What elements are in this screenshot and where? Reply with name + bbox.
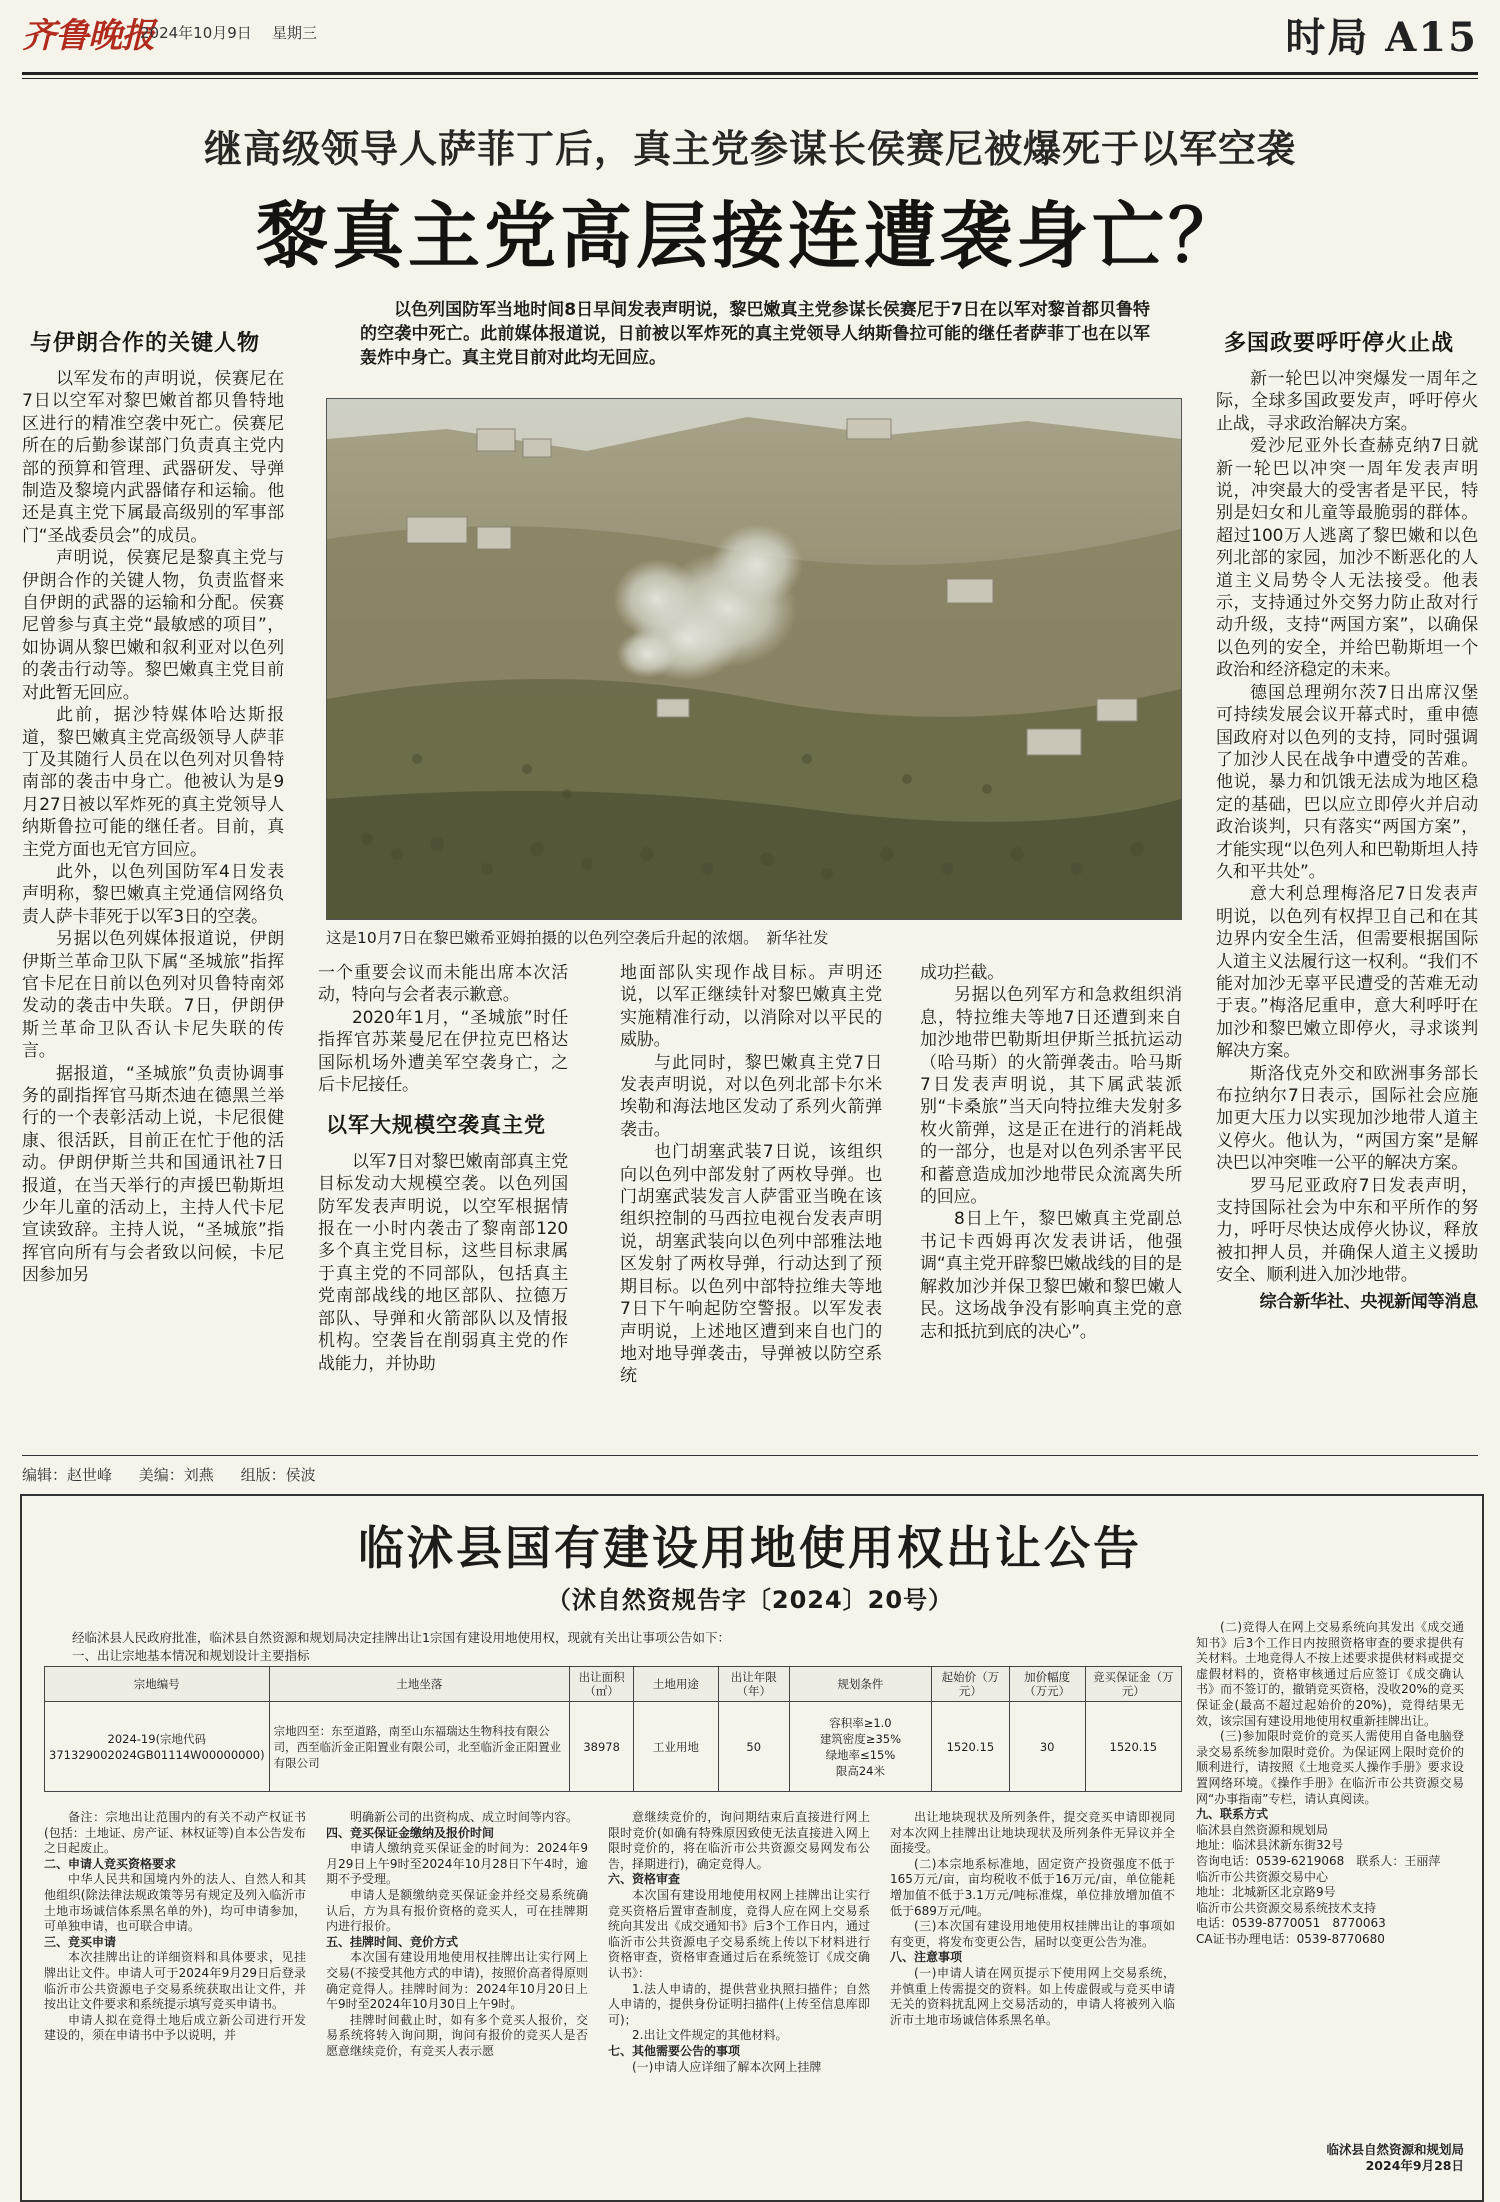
col-header: 出让面积（㎡） bbox=[570, 1667, 634, 1702]
notice-heading: 四、竞买保证金缴纳及报价时间 bbox=[326, 1825, 495, 1840]
article-kicker: 继高级领导人萨菲丁后，真主党参谋长侯赛尼被爆死于以军空袭 bbox=[203, 127, 1296, 171]
paragraph: 爱沙尼亚外长查赫克纳7日就新一轮巴以冲突一周年发表声明说，冲突最大的受害者是平民，特别是妇女和儿童等最脆弱的群体。超过100万人逃离了黎巴嫩和以色列北部的家园，加沙不断恶化的人道主义局势令人无法接受。他表示，支持通过外交努力防止敌对行动升级，支持“两国方案”，以确保以色列的安全，并给巴勒斯坦一个政治和经济稳定的未来。 bbox=[1216, 436, 1478, 681]
plan-condition: 容积率≥1.0 bbox=[829, 1715, 892, 1730]
issue-weekday: 星期三 bbox=[272, 24, 318, 42]
smoke-hillside-image bbox=[327, 399, 1181, 919]
notice-paragraph: CA证书办理电话：0539-8770680 bbox=[1196, 1931, 1385, 1946]
section-label: 时局 A15 bbox=[1285, 14, 1478, 61]
article-column-4 bbox=[920, 962, 1182, 1343]
table-row bbox=[45, 1702, 1182, 1792]
parcel-years: 50 bbox=[718, 1702, 789, 1792]
col2-subhead: 以军大规模空袭真主党 bbox=[326, 1113, 546, 1138]
notice-heading: 八、注意事项 bbox=[890, 1950, 963, 1965]
col-header: 宗地编号 bbox=[45, 1667, 270, 1702]
notice-paragraph: 地址：临沭县沭新东街32号 bbox=[1196, 1838, 1344, 1853]
col1-subhead: 与伊朗合作的关键人物 bbox=[30, 331, 261, 356]
notice-paragraph: 咨询电话：0539-6219068 联系人：王丽萍 bbox=[1196, 1853, 1441, 1868]
editor-credits bbox=[22, 1464, 338, 1485]
notice-heading: 五、挂牌时间、竞价方式 bbox=[326, 1934, 459, 1949]
col-header: 土地坐落 bbox=[269, 1667, 570, 1702]
notice-date: 2024年9月28日 bbox=[1365, 2157, 1464, 2173]
paragraph: 斯洛伐克外交和欧洲事务部长布拉纳尔7日表示，国际社会应施加更大压力以实现加沙地带人道主义停火。他认为，“两国方案”是解决巴以冲突唯一公平的解决方案。 bbox=[1216, 1063, 1478, 1174]
notice-signer: 临沭县自然资源和规划局 bbox=[1326, 2142, 1464, 2157]
article-column-3 bbox=[620, 962, 882, 1388]
notice-paragraph: 地址：北城新区北京路9号 bbox=[1196, 1885, 1336, 1900]
article-column-1 bbox=[22, 368, 284, 1287]
masthead-rule-thin bbox=[22, 78, 1478, 79]
paragraph: 意大利总理梅洛尼7日发表声明说，以色列有权捍卫自己和在其边界内安全生活，但需要根据国际人道主义法履行这一权利。“我们不能对加沙无辜平民遭受的苦难无动于衷。”梅洛尼重申，意大利呼吁在加沙和黎巴嫩立即停火，寻求谈判解决方案。 bbox=[1216, 884, 1478, 1062]
proof-name: 组版：侯波 bbox=[240, 1466, 316, 1484]
notice-signature bbox=[1196, 2142, 1464, 2173]
notice-paragraph: 备注：宗地出让范围内的有关不动产权证书(包括：土地证、房产证、林权证等)自本公告发布之日起废止。 bbox=[44, 1810, 306, 1856]
paragraph: 声明说，侯赛尼是黎真主党与伊朗合作的关键人物，负责监督来自伊朗的武器的运输和分配。侯赛尼曾参与真主党“最敏感的项目”，如协调从黎巴嫩和叙利亚对以色列的袭击行动等。黎巴嫩真主党目前对此暂无回应。 bbox=[22, 548, 284, 703]
paragraph: 8日上午，黎巴嫩真主党副总书记卡西姆再次发表讲话，他强调“真主党开辟黎巴嫩战线的目的是解救加沙并保卫黎巴嫩和黎巴嫩人民。这场战争没有影响真主党的意志和抵抗到底的决心”。 bbox=[920, 1209, 1182, 1342]
notice-intro: 经临沭县人民政府批准，临沭县自然资源和规划局决定挂牌出让1宗国有建设用地使用权，现就有关出让事项公告如下： bbox=[72, 1630, 730, 1645]
notice-paragraph: 申请人缴纳竞买保证金的时间为：2024年9月29日上午9时至2024年10月28日下午4时，逾期不予受理。 bbox=[326, 1841, 588, 1887]
notice-paragraph: 1.法人申请的，提供营业执照扫描件；自然人申请的，提供身份证明扫描件(上传至信息库即可)； bbox=[608, 1981, 870, 2027]
notice-paragraph: 出让地块现状及所列条件，提交竞买申请即视同对本次网上挂牌出让地块现状及所列条件无异议并全面接受。 bbox=[890, 1810, 1175, 1856]
notice-paragraph: (二)本宗地系标准地，固定资产投资强度不低于165万元/亩，亩均税收不低于16万元/亩，单位能耗增加值不低于3.1万元/吨标准煤，单位排放增加值不低于689万元/吨。 bbox=[890, 1856, 1175, 1918]
masthead-logo: 齐鲁晚报 bbox=[22, 16, 154, 56]
notice-paragraph: 意继续竞价的，询问期结束后直接进行网上限时竞价(如确有特殊原因致使无法直接进入网上限时竞价的，将在临沂市公共资源交易网发布公告，择期进行)，确定竞得人。 bbox=[608, 1810, 870, 1871]
notice-paragraph: (三)本次国有建设用地使用权挂牌出让的事项如有变更，将发布变更公告，届时以变更公告为准。 bbox=[890, 1919, 1175, 1949]
parcel-use: 工业用地 bbox=[634, 1702, 719, 1792]
notice-heading: 七、其他需要公告的事项 bbox=[608, 2043, 741, 2058]
photo-caption: 这是10月7日在黎巴嫩希亚姆拍摄的以色列空袭后升起的浓烟。 新华社发 bbox=[326, 929, 829, 947]
notice-paragraph: (一)申请人请在网页提示下使用网上交易系统，并慎重上传需提交的资料。如上传虚假或与竞买申请无关的资料扰乱网上交易活动的，申请人将被列入临沂市土地市场诚信体系黑名单。 bbox=[890, 1965, 1175, 2027]
paragraph: 罗马尼亚政府7日发表声明，支持国际社会为中东和平所作的努力，呼吁尽快达成停火协议，释放被扣押人员，并确保人道主义援助安全、顺利进入加沙地带。 bbox=[1216, 1175, 1478, 1286]
notice-column-c bbox=[608, 1810, 870, 2075]
plan-condition: 建筑密度≥35% bbox=[819, 1731, 902, 1746]
col-header: 出让年限（年） bbox=[718, 1667, 789, 1702]
notice-paragraph: 挂牌时间截止时，如有多个竞买人报价，交易系统将转入询问期，询问有报价的竞买人是否愿意继续竞价，有竞买人表示愿 bbox=[326, 2012, 588, 2058]
section-divider bbox=[22, 1455, 1478, 1456]
notice-paragraph: (三)参加限时竞价的竞买人需使用自备电脑登录交易系统参加限时竞价。为保证网上限时竞价的顺利进行，请按照《土地竞买人操作手册》要求设置网络环境。《操作手册》在临沂市公共资源交易网“办事指南”专栏，请认真阅读。 bbox=[1196, 1729, 1464, 1806]
notice-column-b bbox=[326, 1810, 588, 2060]
notice-paragraph: 临沂市公共资源交易系统技术支持 bbox=[1196, 1900, 1377, 1915]
col-header: 土地用途 bbox=[634, 1667, 719, 1702]
news-photo bbox=[326, 398, 1182, 920]
masthead-rule bbox=[22, 72, 1478, 75]
paragraph: 2020年1月，“圣城旅”时任指挥官苏莱曼尼在伊拉克巴格达国际机场外遭美军空袭身亡，之后卡尼接任。 bbox=[318, 1007, 568, 1096]
notice-paragraph: 临沂市公共资源交易中心 bbox=[1196, 1869, 1329, 1884]
paragraph: 与此同时，黎巴嫩真主党7日发表声明说，对以色列北部卡尔米埃勒和海法地区发动了系列火箭弹袭击。 bbox=[620, 1052, 882, 1140]
designer-name: 美编：刘燕 bbox=[138, 1466, 214, 1484]
table-header-row bbox=[45, 1667, 1182, 1702]
issue-date: 2024年10月9日 bbox=[140, 24, 252, 42]
notice-doc-number: （沭自然资规告字〔2024〕20号） bbox=[546, 1586, 954, 1614]
notice-heading: 六、资格审查 bbox=[608, 1872, 681, 1887]
notice-section-1: 一、出让宗地基本情况和规划设计主要指标 bbox=[72, 1648, 310, 1663]
notice-paragraph: (二)竞得人在网上交易系统向其发出《成交通知书》后3个工作日内按照资格审查的要求提供有关材料。土地竞得人不按上述要求提供材料或提交虚假材料的，资格审核通过后应签订《成交确认书》而不签订的，撤销竞买资格，没收20%的竞买保证金(最高不超过起始价的20%)，竞得结果无效，该宗国有建设用地使用权重新挂牌出让。 bbox=[1196, 1620, 1464, 1728]
paragraph: 德国总理朔尔茨7日出席汉堡可持续发展会议开幕式时，重申德国政府对以色列的支持，同时强调了加沙人民在战争中遭受的苦难。他说，暴力和饥饿无法成为地区稳定的基础，巴以应立即停火并启动政治谈判，只有落实“两国方案”，才能实现“以色列人和巴勒斯坦人持久和平共处”。 bbox=[1216, 682, 1478, 882]
paragraph: 以军7日对黎巴嫩南部真主党目标发动大规模空袭。以色列国防军发表声明说，以空军根据情报在一小时内袭击了黎南部120多个真主党目标，这些目标隶属于真主党的不同部队，包括真主党南部战线的地区部队、拉德万部队、导弹和火箭部队以及情报机构。空袭旨在削弱真主党的作战能力，并协助 bbox=[318, 1151, 568, 1374]
paragraph: 也门胡塞武装7日说，该组织向以色列中部发射了两枚导弹。也门胡塞武装发言人萨雷亚当晚在该组织控制的马西拉电视台发表声明说，胡塞武装向以色列中部雅法地区发射了两枚导弹，行动达到了预期目标。以色列中部特拉维夫等地7日下午响起防空警报。以军发表声明说，上述地区遭到来自也门的地对地导弹袭击，导弹被以防空系统 bbox=[620, 1142, 882, 1387]
article-lede: 以色列国防军当地时间8日早间发表声明说，黎巴嫩真主党参谋长侯赛尼于7日在以军对黎首都贝鲁特的空袭中死亡。此前媒体报道说，日前被以军炸死的真主党领导人纳斯鲁拉可能的继任者萨菲丁也在以军轰炸中身亡。真主党目前对此均无回应。 bbox=[360, 300, 1150, 368]
parcel-area: 38978 bbox=[570, 1702, 634, 1792]
paragraph: 地面部队实现作战目标。声明还说，以军正继续针对黎巴嫩真主党实施精准行动，以消除对以平民的威胁。 bbox=[620, 963, 882, 1051]
notice-paragraph: 电话：0539-8770051 8770063 bbox=[1196, 1916, 1386, 1931]
col-header: 竞买保证金（万元） bbox=[1085, 1667, 1181, 1702]
paragraph: 另据以色列媒体报道说，伊朗伊斯兰革命卫队下属“圣城旅”指挥官卡尼在日前以色列对贝鲁特南郊发动的袭击中失联。7日，伊朗伊斯兰革命卫队否认卡尼失联的传言。 bbox=[22, 929, 284, 1062]
col-header: 加价幅度（万元） bbox=[1009, 1667, 1085, 1702]
notice-paragraph: 本次国有建设用地使用权网上挂牌出让实行竞买资格后置审查制度，竞得人应在网上交易系统向其发出《成交通知书》后3个工作日内，通过临沂市公共资源电子交易系统上传以下材料进行资格审查，资格审查通过后在系统签订《成交确认书》： bbox=[608, 1887, 870, 1980]
article-headline: 黎真主党高层接连遭袭身亡？ bbox=[255, 193, 1244, 278]
notice-paragraph: 本次国有建设用地使用权挂牌出让实行网上交易(不接受其他方式的申请)，按照价高者得原则确定竞得人。挂牌时间为：2024年10月20日上午9时至2024年10月30日上午9时。 bbox=[326, 1950, 588, 2012]
editor-name: 编辑：赵世峰 bbox=[22, 1466, 113, 1484]
notice-column-e bbox=[1196, 1620, 1464, 1947]
plan-condition: 限高24米 bbox=[835, 1763, 885, 1778]
byline: 综合新华社、央视新闻等消息 bbox=[1259, 1291, 1478, 1312]
start-price: 1520.15 bbox=[932, 1702, 1010, 1792]
paragraph: 以军发布的声明说，侯赛尼在7日以空军对黎巴嫩首都贝鲁特地区进行的精准空袭中死亡。侯赛尼所在的后勤参谋部门负责真主党内部的预算和管理、武器研发、导弹制造及黎境内武器储存和运输。他还是真主党下属最高级别的军事部门“圣战委员会”的成员。 bbox=[22, 369, 284, 546]
notice-paragraph: 中华人民共和国境内外的法人、自然人和其他组织(除法律法规政策等另有规定及列入临沂市土地市场诚信体系黑名单的外)，均可申请参加，可单独申请，也可联合申请。 bbox=[44, 1872, 306, 1934]
notice-heading: 二、申请人竞买资格要求 bbox=[44, 1856, 177, 1871]
notice-paragraph: 明确新公司的出资构成、成立时间等内容。 bbox=[350, 1810, 579, 1824]
paragraph: 成功拦截。 bbox=[920, 963, 1004, 983]
parcel-plan bbox=[789, 1702, 931, 1792]
article-column-5 bbox=[1216, 368, 1478, 1313]
plan-condition: 绿地率≤15% bbox=[825, 1747, 896, 1762]
notice-paragraph: 临沭县自然资源和规划局 bbox=[1196, 1822, 1329, 1837]
notice-heading: 三、竞买申请 bbox=[44, 1934, 117, 1949]
notice-title: 临沭县国有建设用地使用权出让公告 bbox=[358, 1521, 1142, 1575]
paragraph: 另据以色列军方和急救组织消息，特拉维夫等地7日还遭到来自加沙地带巴勒斯坦伊斯兰抵抗运动（哈马斯）的火箭弹袭击。哈马斯7日发表声明说，其下属武装派别“卡桑旅”当天向特拉维夫发射多枚火箭弹，这是正在进行的消耗战的一部分，也是对以色列杀害平民和蓄意造成加沙地带民众流离失所的回应。 bbox=[920, 985, 1182, 1208]
deposit: 1520.15 bbox=[1085, 1702, 1181, 1792]
notice-paragraph: 申请人拟在竞得土地后成立新公司进行开发建设的，须在申请书中予以说明，并 bbox=[44, 2012, 306, 2043]
col-header: 规划条件 bbox=[789, 1667, 931, 1702]
col5-subhead: 多国政要呼吁停火止战 bbox=[1224, 331, 1455, 356]
price-increment: 30 bbox=[1009, 1702, 1085, 1792]
notice-paragraph: 申请人是额缴纳竞买保证金并经交易系统确认后，方为具有报价资格的竞买人，可在挂牌期内进行报价。 bbox=[326, 1887, 588, 1934]
parcel-location: 宗地四至：东至道路，南至山东福瑞达生物科技有限公司，西至临沂金正阳置业有限公司，北至临沂金正阳置业有限公司 bbox=[269, 1702, 570, 1792]
paragraph: 新一轮巴以冲突爆发一周年之际，全球多国政要发声，呼吁停火止战，寻求政治解决方案。 bbox=[1216, 369, 1478, 434]
paragraph: 此外，以色列国防军4日发表声明称，黎巴嫩真主党通信网络负责人萨卡菲死于以军3日的空袭。 bbox=[22, 861, 284, 927]
paragraph: 此前，据沙特媒体哈达斯报道，黎巴嫩真主党高级领导人萨菲丁及其随行人员在以色列对贝鲁特南部的袭击中身亡。他被认为是9月27日被以军炸死的真主党领导人纳斯鲁拉可能的继任者。目前，真主党方面也无官方回应。 bbox=[22, 705, 284, 860]
paragraph: 一个重要会议而未能出席本次活动，特向与会者表示歉意。 bbox=[318, 963, 568, 1006]
notice-paragraph: (一)申请人应详细了解本次网上挂牌 bbox=[632, 2059, 822, 2074]
parcel-code: 2024-19(宗地代码371329002024GB01114W00000000) bbox=[45, 1702, 270, 1792]
notice-paragraph: 本次挂牌出让的详细资料和具体要求，见挂牌出让文件。申请人可于2024年9月29日后登录临沂市公共资源电子交易系统获取出让文件，并按出让文件要求和系统提示填写竞买申请书。 bbox=[44, 1950, 306, 2012]
land-parcel-table bbox=[44, 1666, 1182, 1792]
notice-heading: 九、联系方式 bbox=[1196, 1807, 1269, 1822]
col-header: 起始价（万元） bbox=[932, 1667, 1010, 1702]
notice-column-a bbox=[44, 1810, 306, 2044]
article-column-2 bbox=[318, 962, 568, 1375]
paragraph: 据报道，“圣城旅”负责协调事务的副指挥官马斯杰迪在德黑兰举行的一个表彰活动上说，卡尼很健康、很活跃，目前正在忙于他的活动。伊朗伊斯兰共和国通讯社7日报道，在当天举行的声援巴勒斯坦少年儿童的活动上，主持人代卡尼宣读致辞。主持人说，“圣城旅”指挥官向所有与会者致以问候，卡尼因参加另 bbox=[22, 1063, 284, 1286]
notice-paragraph: 2.出让文件规定的其他材料。 bbox=[632, 2028, 788, 2043]
notice-column-d bbox=[890, 1810, 1175, 2028]
